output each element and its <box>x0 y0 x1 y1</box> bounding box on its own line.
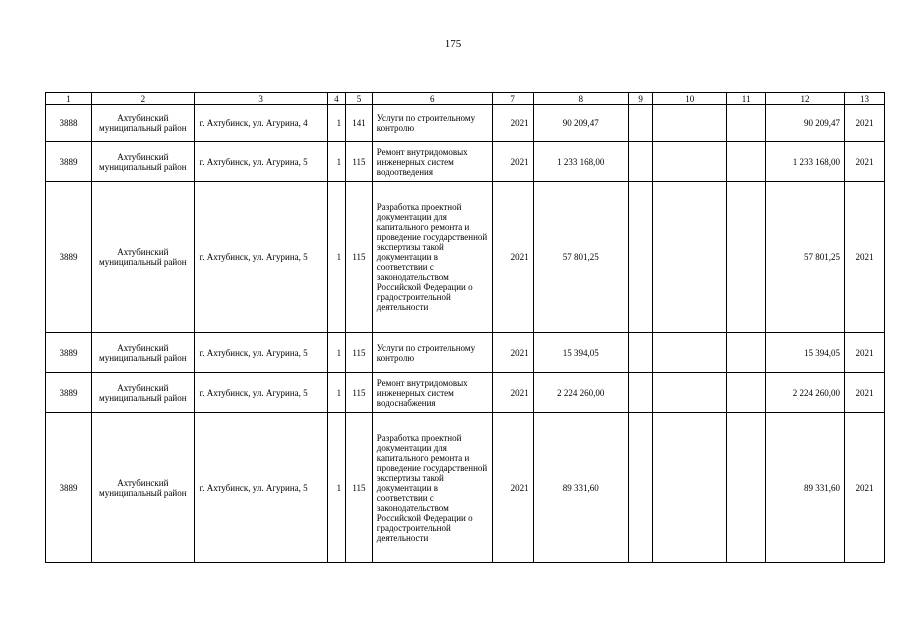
cell-col11 <box>727 333 766 373</box>
cell-col9 <box>628 105 653 142</box>
district-cell: Ахтубинский муниципальный район <box>92 333 194 373</box>
header-row <box>46 93 885 105</box>
column-header: 2 <box>92 93 194 105</box>
cell-col9 <box>628 413 653 563</box>
amount-total-cell: 89 331,60 <box>766 413 845 563</box>
cell-col4: 1 <box>327 182 345 333</box>
district-cell: Ахтубинский муниципальный район <box>92 142 194 182</box>
address-cell: г. Ахтубинск, ул. Агурина, 5 <box>194 142 327 182</box>
cell-col4: 1 <box>327 413 345 563</box>
amount-total-cell: 57 801,25 <box>766 182 845 333</box>
column-header: 7 <box>492 93 533 105</box>
address-cell: г. Ахтубинск, ул. Агурина, 5 <box>194 182 327 333</box>
cell-col4: 1 <box>327 142 345 182</box>
cell-col9 <box>628 182 653 333</box>
column-header: 11 <box>727 93 766 105</box>
row-id: 3889 <box>46 373 92 413</box>
district-cell: Ахтубинский муниципальный район <box>92 105 194 142</box>
cell-col11 <box>727 182 766 333</box>
cell-col10 <box>653 373 727 413</box>
year-end-cell: 2021 <box>844 413 884 563</box>
cell-col9 <box>628 142 653 182</box>
year-end-cell: 2021 <box>844 333 884 373</box>
cell-col10 <box>653 413 727 563</box>
work-type-cell: Разработка проектной документации для капитального ремонта и проведение государственной экспертизы такой документации в соответствии с законодательством Российской Федерации о градостроительной деятельности <box>372 182 492 333</box>
work-type-cell: Разработка проектной документации для капитального ремонта и проведение государственной экспертизы такой документации в соответствии с законодательством Российской Федерации о градостроительной деятельности <box>372 413 492 563</box>
work-type-cell: Ремонт внутридомовых инженерных систем водоотведения <box>372 142 492 182</box>
district-cell: Ахтубинский муниципальный район <box>92 413 194 563</box>
amount-total-cell: 2 224 260,00 <box>766 373 845 413</box>
year-cell: 2021 <box>492 413 533 563</box>
year-end-cell: 2021 <box>844 182 884 333</box>
work-type-cell: Ремонт внутридомовых инженерных систем водоснабжения <box>372 373 492 413</box>
column-header: 3 <box>194 93 327 105</box>
table-row <box>46 182 885 333</box>
work-type-cell: Услуги по строительному контролю <box>372 333 492 373</box>
amount-total-cell: 90 209,47 <box>766 105 845 142</box>
address-cell: г. Ахтубинск, ул. Агурина, 4 <box>194 105 327 142</box>
cell-col10 <box>653 333 727 373</box>
address-cell: г. Ахтубинск, ул. Агурина, 5 <box>194 333 327 373</box>
cell-col11 <box>727 142 766 182</box>
cell-col5: 115 <box>346 373 373 413</box>
cell-col9 <box>628 373 653 413</box>
cell-col11 <box>727 105 766 142</box>
column-header: 13 <box>844 93 884 105</box>
cell-col11 <box>727 413 766 563</box>
cell-col4: 1 <box>327 105 345 142</box>
amount-total-cell: 1 233 168,00 <box>766 142 845 182</box>
cell-col10 <box>653 105 727 142</box>
amount-cell: 1 233 168,00 <box>533 142 628 182</box>
table-row <box>46 373 885 413</box>
cell-col5: 141 <box>346 105 373 142</box>
row-id: 3889 <box>46 182 92 333</box>
year-cell: 2021 <box>492 373 533 413</box>
cell-col4: 1 <box>327 373 345 413</box>
amount-cell: 89 331,60 <box>533 413 628 563</box>
cell-col5: 115 <box>346 333 373 373</box>
district-cell: Ахтубинский муниципальный район <box>92 373 194 413</box>
table-row <box>46 333 885 373</box>
data-table <box>45 92 885 563</box>
year-end-cell: 2021 <box>844 373 884 413</box>
table-row <box>46 413 885 563</box>
column-header: 8 <box>533 93 628 105</box>
year-end-cell: 2021 <box>844 142 884 182</box>
year-cell: 2021 <box>492 333 533 373</box>
column-header: 9 <box>628 93 653 105</box>
cell-col11 <box>727 373 766 413</box>
amount-cell: 90 209,47 <box>533 105 628 142</box>
column-header: 5 <box>346 93 373 105</box>
cell-col9 <box>628 333 653 373</box>
amount-cell: 2 224 260,00 <box>533 373 628 413</box>
work-type-cell: Услуги по строительному контролю <box>372 105 492 142</box>
cell-col5: 115 <box>346 413 373 563</box>
year-end-cell: 2021 <box>844 105 884 142</box>
amount-cell: 15 394,05 <box>533 333 628 373</box>
cell-col10 <box>653 182 727 333</box>
page-number: 175 <box>444 38 462 50</box>
year-cell: 2021 <box>492 105 533 142</box>
address-cell: г. Ахтубинск, ул. Агурина, 5 <box>194 413 327 563</box>
row-id: 3888 <box>46 105 92 142</box>
column-header: 10 <box>653 93 727 105</box>
cell-col10 <box>653 142 727 182</box>
district-cell: Ахтубинский муниципальный район <box>92 182 194 333</box>
year-cell: 2021 <box>492 182 533 333</box>
year-cell: 2021 <box>492 142 533 182</box>
row-id: 3889 <box>46 333 92 373</box>
cell-col4: 1 <box>327 333 345 373</box>
column-header: 1 <box>46 93 92 105</box>
cell-col5: 115 <box>346 142 373 182</box>
amount-cell: 57 801,25 <box>533 182 628 333</box>
address-cell: г. Ахтубинск, ул. Агурина, 5 <box>194 373 327 413</box>
row-id: 3889 <box>46 142 92 182</box>
table-row <box>46 142 885 182</box>
column-header: 6 <box>372 93 492 105</box>
column-header: 12 <box>766 93 845 105</box>
row-id: 3889 <box>46 413 92 563</box>
amount-total-cell: 15 394,05 <box>766 333 845 373</box>
cell-col5: 115 <box>346 182 373 333</box>
column-header: 4 <box>327 93 345 105</box>
table-row <box>46 105 885 142</box>
